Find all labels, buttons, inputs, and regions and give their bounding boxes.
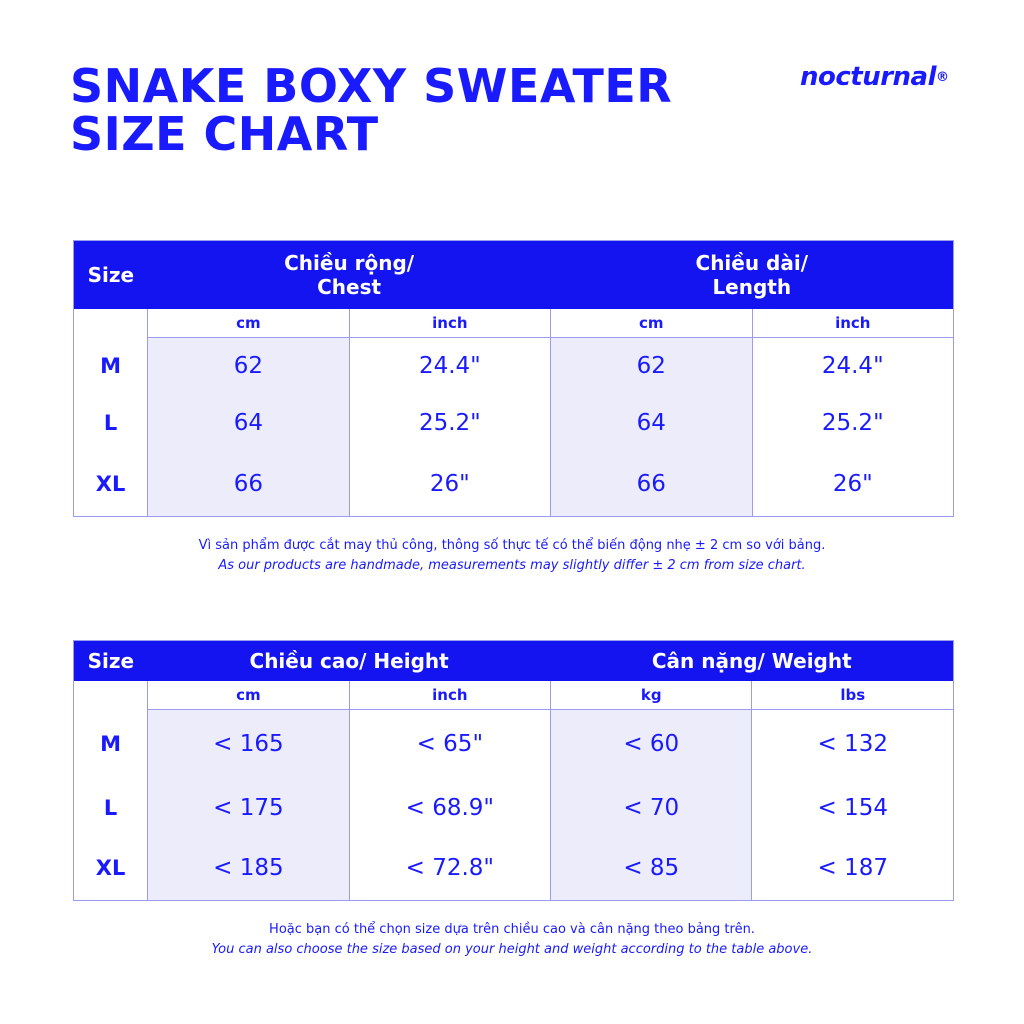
length-header xyxy=(551,241,954,309)
table-cell: < 154 xyxy=(752,779,954,836)
size-table-chest-length xyxy=(73,240,954,517)
chest-header xyxy=(148,241,551,309)
title-line-2: SIZE CHART xyxy=(70,107,379,161)
table-cell: < 187 xyxy=(752,836,954,901)
title-line-1: SNAKE BOXY SWEATER xyxy=(70,59,673,113)
size-label: L xyxy=(103,411,118,435)
size-header: Size xyxy=(74,241,148,309)
table-cell: < 72.8" xyxy=(349,836,550,901)
height-header: Chiều cao/ Height xyxy=(148,641,551,681)
table-cell: < 68.9" xyxy=(349,779,550,836)
unit-label: inch xyxy=(349,309,550,338)
table-cell: 66 xyxy=(551,452,752,517)
table-cell: 24.4" xyxy=(752,337,953,395)
unit-label: cm xyxy=(148,681,349,710)
measurement-note xyxy=(0,536,1024,576)
table-cell: < 165 xyxy=(148,709,349,779)
size-label: XL xyxy=(95,856,126,880)
table-row xyxy=(74,337,954,395)
table-cell: 25.2" xyxy=(349,395,550,452)
unit-label: cm xyxy=(551,309,752,338)
table-cell: 62 xyxy=(148,337,349,395)
brand-logo xyxy=(800,62,949,92)
table-row xyxy=(74,395,954,452)
length-header-line-1: Chiều dài/ xyxy=(695,250,809,275)
size-label: L xyxy=(103,795,118,820)
note-english: As our products are handmade, measurements may slightly differ ± 2 cm from size chart. xyxy=(218,558,806,573)
unit-label: cm xyxy=(148,309,349,338)
size-table-height-weight xyxy=(73,640,954,901)
chest-header-line-1: Chiều rộng/ xyxy=(284,250,415,275)
table-cell: < 185 xyxy=(148,836,349,901)
table-cell: 66 xyxy=(148,452,349,517)
table-cell: < 60 xyxy=(551,709,752,779)
size-advice-note xyxy=(0,920,1024,960)
chest-header-line-2: Chest xyxy=(317,274,382,299)
page-title xyxy=(70,59,673,161)
table-row xyxy=(74,836,954,901)
table-row xyxy=(74,452,954,517)
table-cell: 64 xyxy=(551,395,752,452)
unit-blank xyxy=(74,681,148,710)
table-header-row xyxy=(74,641,954,681)
unit-label: inch xyxy=(752,309,953,338)
size-label: M xyxy=(100,353,122,378)
unit-row xyxy=(74,681,954,710)
table-cell: < 175 xyxy=(148,779,349,836)
size-label: XL xyxy=(95,471,126,496)
table-row xyxy=(74,779,954,836)
note-vietnamese: Hoặc bạn có thể chọn size dựa trên chiều cao và cân nặng theo bảng trên. xyxy=(269,922,755,937)
table-cell: < 65" xyxy=(349,709,550,779)
unit-blank xyxy=(74,309,148,338)
size-label: M xyxy=(100,732,122,756)
table-row xyxy=(74,709,954,779)
note-vietnamese: Vì sản phẩm được cắt may thủ công, thông số thực tế có thể biến động nhẹ ± 2 cm so với bảng. xyxy=(198,538,826,553)
registered-mark: ® xyxy=(936,70,949,85)
table-cell: < 70 xyxy=(551,779,752,836)
table-header-row xyxy=(74,241,954,309)
note-english: You can also choose the size based on your height and weight according to the table above. xyxy=(211,942,813,957)
table-cell: < 132 xyxy=(752,709,954,779)
table-cell: < 85 xyxy=(551,836,752,901)
table-cell: 26" xyxy=(752,452,953,517)
brand-name: nocturnal xyxy=(800,62,937,92)
unit-label: kg xyxy=(551,681,752,710)
table-cell: 62 xyxy=(551,337,752,395)
unit-row xyxy=(74,309,954,338)
weight-header: Cân nặng/ Weight xyxy=(551,641,954,681)
table-cell: 26" xyxy=(349,452,550,517)
table-cell: 24.4" xyxy=(349,337,550,395)
size-header: Size xyxy=(74,641,148,681)
length-header-line-2: Length xyxy=(712,274,792,299)
table-cell: 64 xyxy=(148,395,349,452)
unit-label: inch xyxy=(349,681,550,710)
table-cell: 25.2" xyxy=(752,395,953,452)
unit-label: lbs xyxy=(752,681,954,710)
